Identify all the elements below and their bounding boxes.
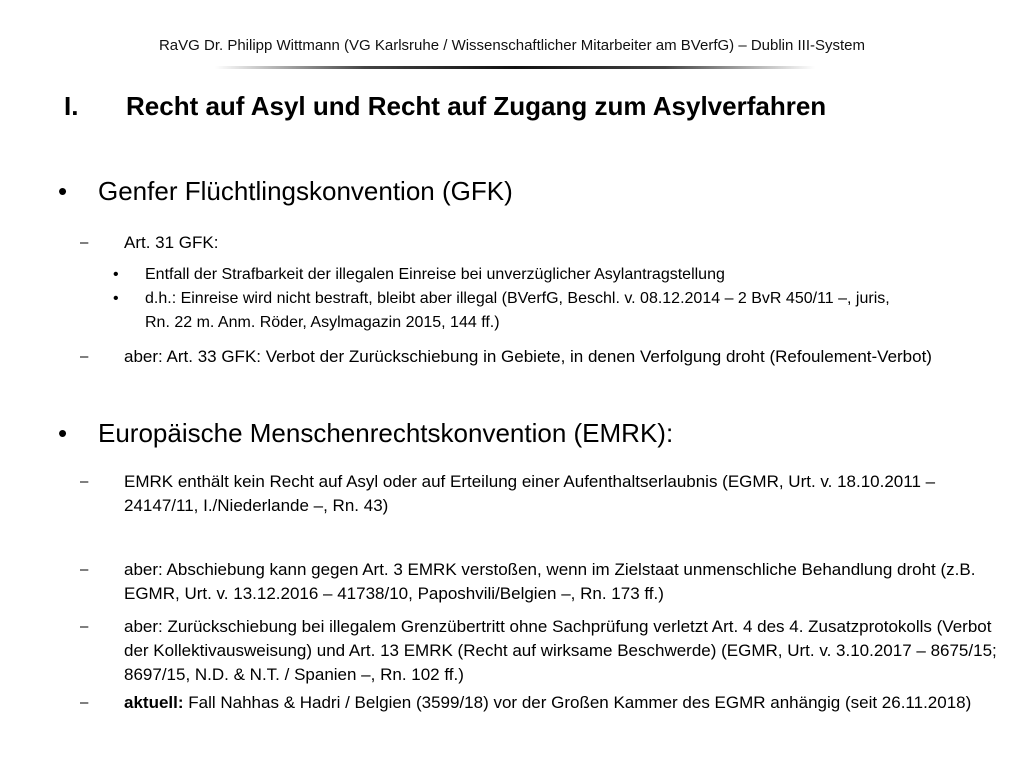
header-divider	[215, 66, 815, 69]
dash-icon: –	[80, 234, 89, 251]
section-heading-text: Europäische Menschenrechtskonvention (EMRK):	[98, 418, 674, 448]
bullet-icon: •	[58, 418, 68, 448]
list-item-text	[124, 691, 1005, 715]
list-item-text: EMRK enthält kein Recht auf Asyl oder auf Erteilung einer Aufenthaltserlaubnis (EGMR, Urt. v. 18.10.2011 – 24147/11, I./Niederlande –, Rn. 43)	[124, 472, 936, 515]
list-item-text: Art. 31 GFK:	[124, 233, 219, 252]
section-heading-text: Genfer Flüchtlingskonvention (GFK)	[98, 176, 513, 206]
list-item	[80, 558, 1005, 606]
slide-title	[64, 91, 826, 122]
bullet-icon: •	[113, 266, 119, 283]
dash-icon: –	[80, 348, 89, 365]
title-text: Recht auf Asyl und Recht auf Zugang zum Asylverfahren	[126, 91, 827, 121]
list-item-text: aber: Abschiebung kann gegen Art. 3 EMRK verstoßen, wenn im Zielstaat unmenschliche Behandlung droht (z.B. EGMR, Urt. v. 13.12.2016 – 41738/10, Paposhvili/Belgien –, Rn. 173 ff.)	[124, 560, 976, 603]
sub-list-item-text: Entfall der Strafbarkeit der illegalen Einreise bei unverzüglicher Asylantragstellung	[145, 266, 725, 283]
dash-icon: –	[80, 473, 89, 490]
list-item	[80, 231, 1005, 255]
dash-icon: –	[80, 618, 89, 635]
sub-list-item-text: d.h.: Einreise wird nicht bestraft, bleibt aber illegal (BVerfG, Beschl. v. 08.12.2014 – 2 BvR 450/11 –, juris, Rn. 22 m. Anm. Röder, Asylmagazin 2015, 144 ff.)	[145, 290, 890, 331]
list-item	[80, 691, 1005, 715]
list-item	[80, 470, 1005, 518]
list-item-text: aber: Art. 33 GFK: Verbot der Zurückschiebung in Gebiete, in denen Verfolgung droht (Refoulement-Verbot)	[124, 347, 932, 366]
title-number: I.	[64, 91, 79, 121]
sub-list-item	[113, 263, 913, 287]
dash-icon: –	[80, 694, 89, 711]
slide-header: RaVG Dr. Philipp Wittmann (VG Karlsruhe / Wissenschaftlicher Mitarbeiter am BVerfG) – Dublin III-System	[158, 37, 866, 54]
bullet-icon: •	[113, 290, 119, 307]
emphasis-label: aktuell:	[124, 693, 184, 712]
list-item	[80, 615, 1005, 687]
list-item-text: aber: Zurückschiebung bei illegalem Grenzübertritt ohne Sachprüfung verletzt Art. 4 des 4. Zusatzprotokolls (Verbot der Kollektivausweisung) und Art. 13 EMRK (Recht auf wirksame Beschwerde) (EGMR, Urt. v. 3.10.2017 – 8675/15; 8697/15, N.D. & N.T. / Spanien –, Rn. 102 ff.)	[124, 617, 997, 684]
list-item-text-rest: Fall Nahhas & Hadri / Belgien (3599/18) vor der Großen Kammer des EGMR anhängig (seit 26.11.2018)	[183, 693, 972, 712]
dash-icon: –	[80, 561, 89, 578]
bullet-icon: •	[58, 176, 68, 206]
list-item	[80, 345, 1005, 369]
sub-list-item	[113, 287, 913, 335]
